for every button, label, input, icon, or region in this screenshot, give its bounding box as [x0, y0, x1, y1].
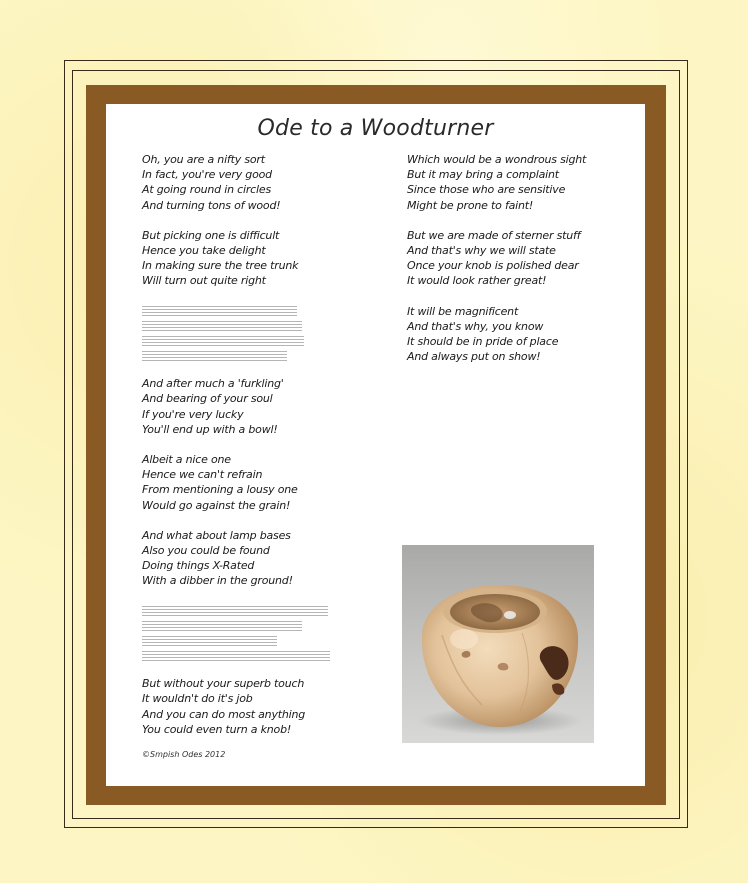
redacted-line: [142, 619, 302, 631]
poem-line: And after much a 'furkling': [142, 377, 284, 391]
stanza: [142, 376, 362, 437]
wooden-bowl-photo: [402, 545, 594, 743]
copyright-text: ©Smpish Odes 2012: [142, 750, 226, 759]
poem-line: But picking one is difficult: [142, 228, 280, 242]
poem-paper: [106, 104, 645, 786]
stanza: [142, 452, 362, 513]
poem-line: In fact, you're very good: [142, 168, 272, 182]
poem-left-column: [142, 152, 362, 752]
poem-line: Doing things X-Rated: [142, 559, 255, 573]
poem-line: And always put on show!: [407, 350, 541, 364]
stanza: [407, 228, 627, 289]
redacted-stanza: [142, 604, 362, 662]
redacted-line: [142, 319, 302, 331]
poem-line: But it may bring a complaint: [407, 168, 559, 182]
poem-line: In making sure the tree trunk: [142, 259, 299, 273]
redacted-line: [142, 349, 287, 361]
poem-line: If you're very lucky: [142, 407, 244, 421]
poem-line: Since those who are sensitive: [407, 183, 566, 197]
poem-line: Oh, you are a nifty sort: [142, 153, 265, 166]
poem-line: And that's why, you know: [407, 319, 544, 333]
redacted-stanza: [142, 304, 362, 362]
poem-line: Once your knob is polished dear: [407, 259, 579, 273]
poem-right-column: [407, 152, 627, 379]
poem-line: And bearing of your soul: [142, 392, 273, 406]
redacted-line: [142, 304, 297, 316]
wooden-bowl-illustration: [402, 545, 594, 743]
poem-line: Hence we can't refrain: [142, 468, 263, 482]
poem-title: Ode to a Woodturner: [257, 116, 494, 141]
redacted-line: [142, 649, 330, 661]
stanza: [407, 152, 627, 213]
stanza: [142, 528, 362, 589]
poem-line: You'll end up with a bowl!: [142, 422, 278, 436]
stanza: [142, 228, 362, 289]
poem-line: Also you could be found: [142, 544, 270, 558]
poem-line: And that's why we will state: [407, 244, 556, 258]
poem-line: But without your superb touch: [142, 677, 305, 691]
poem-line: You could even turn a knob!: [142, 722, 292, 736]
redacted-line: [142, 634, 277, 646]
redacted-line: [142, 604, 328, 616]
poem-line: It wouldn't do it's job: [142, 692, 253, 706]
poem-line: Will turn out quite right: [142, 274, 266, 288]
poem-line: At going round in circles: [142, 183, 271, 197]
redacted-line: [142, 334, 304, 346]
poem-line: It will be magnificent: [407, 304, 519, 318]
poem-line: And turning tons of wood!: [142, 198, 281, 212]
poem-line: It should be in pride of place: [407, 335, 559, 349]
poem-line: Might be prone to faint!: [407, 198, 534, 212]
poem-line: It would look rather great!: [407, 274, 547, 288]
poem-line: Hence you take delight: [142, 244, 266, 258]
stanza: [142, 152, 362, 213]
poem-line: And you can do most anything: [142, 707, 306, 721]
poem-line: But we are made of sterner stuff: [407, 228, 581, 242]
poem-line: And what about lamp bases: [142, 528, 291, 542]
poem-line: Which would be a wondrous sight: [407, 153, 587, 166]
stanza: [142, 676, 362, 737]
poem-line: Albeit a nice one: [142, 453, 231, 466]
stanza: [407, 304, 627, 365]
poem-line: From mentioning a lousy one: [142, 483, 298, 497]
poem-line: With a dibber in the ground!: [142, 574, 293, 588]
poem-line: Would go against the grain!: [142, 498, 291, 512]
